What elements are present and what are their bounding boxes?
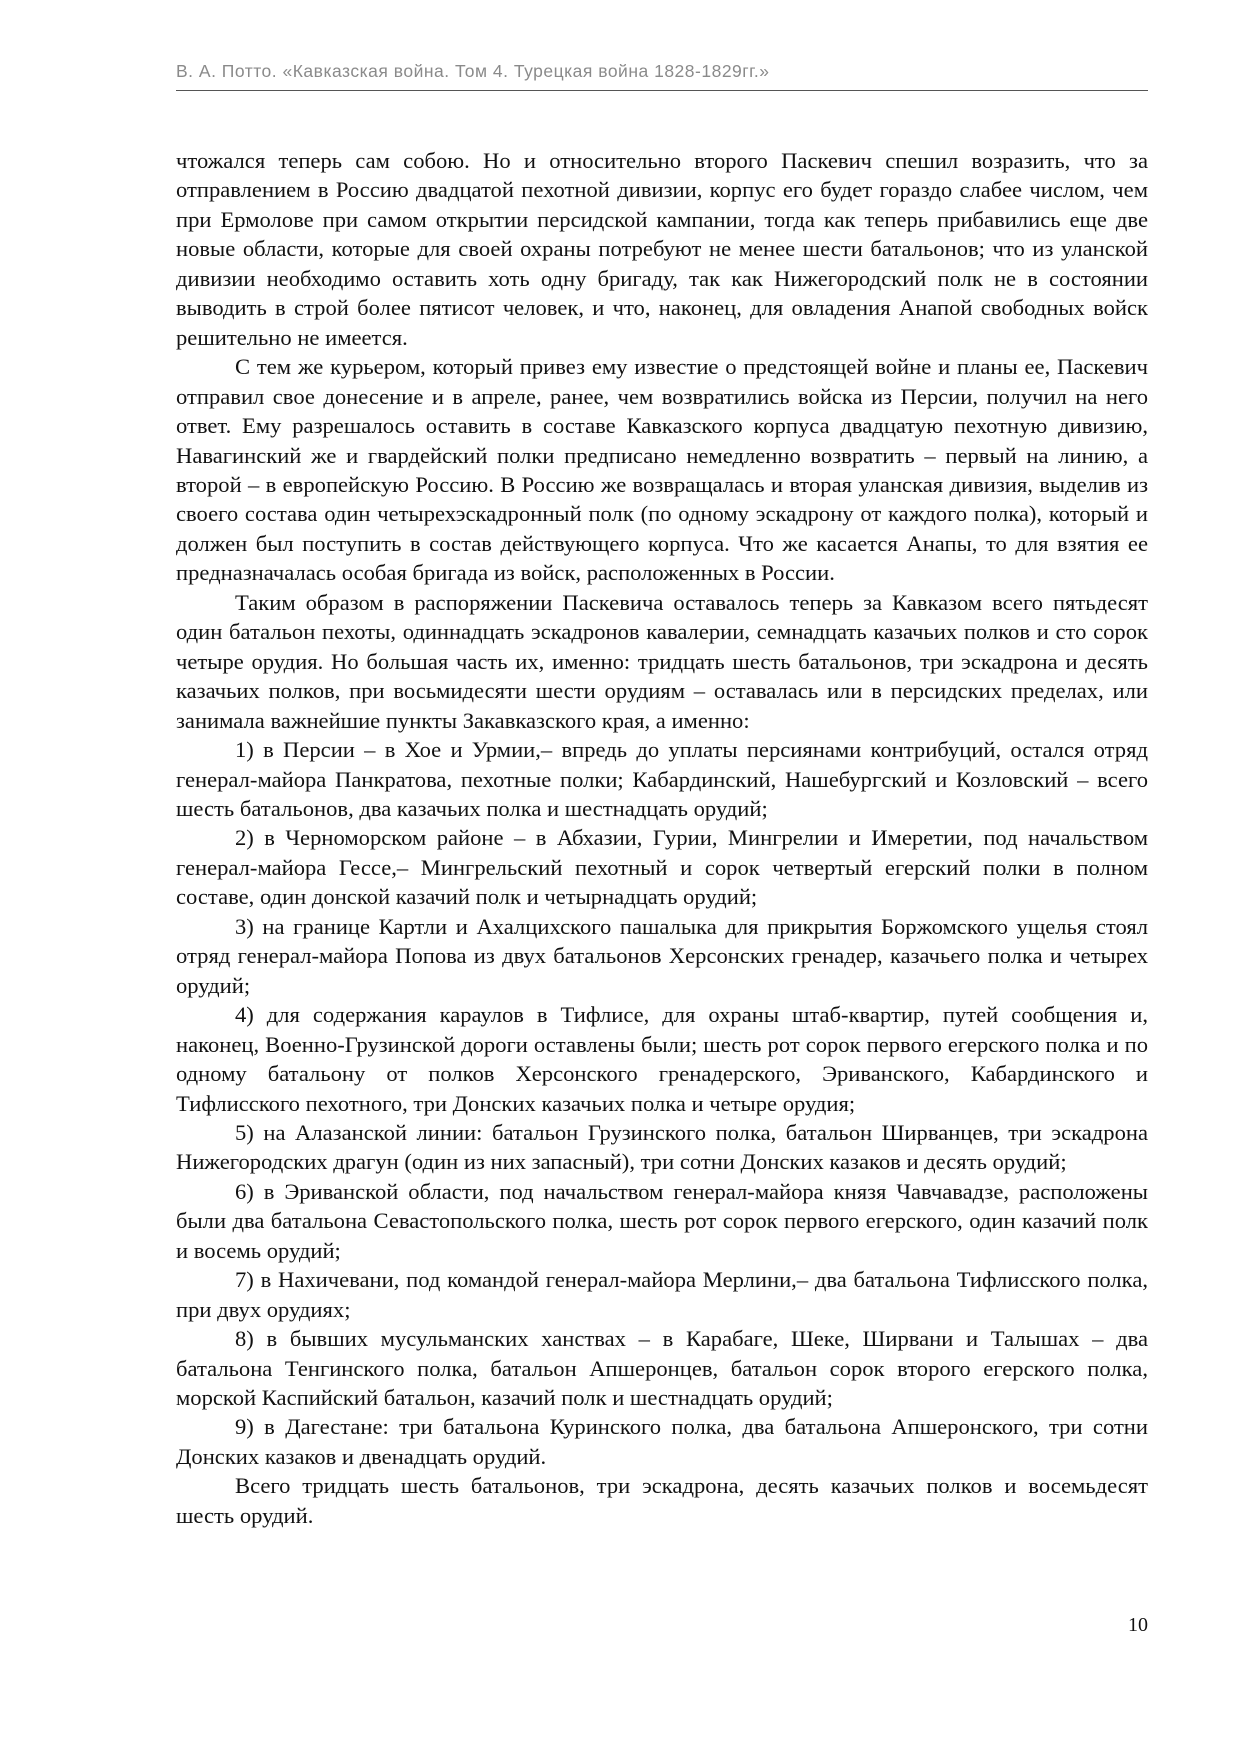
list-paragraph: 6) в Эриванской области, под начальством генерал-майора князя Чавчавадзе, расположены были два батальона Севастопольского полка, шесть рот сорок первого егерского, один казачий полк и восемь орудий; [176, 1178, 1148, 1263]
list-paragraph: 3) на границе Картли и Ахалцихского пашалыка для прикрытия Боржомского ущелья стоял отряд генерал-майора Попова из двух батальонов Херсонских гренадер, казачьего полка и четырех орудий; [176, 913, 1148, 998]
list-paragraph: 4) для содержания караулов в Тифлисе, для охраны штаб-квартир, путей сообщения и, наконец, Военно-Грузинской дороги оставлены были; шесть рот сорок первого егерского полка и по одному батальону от полков Херсонского гренадерского, Эриванского, Кабардинского и Тифлисского пехотного, три Донских казачьих полка и четыре орудия; [176, 1002, 1148, 1116]
paragraph: С тем же курьером, который привез ему известие о предстоящей войне и планы ее, Паскевич отправил свое донесение и в апреле, ранее, чем возвратились войска из Персии, получил на него ответ. Ему разрешалось оставить в составе Кавказского корпуса двадцатую пехотную дивизию, Навагинский же и гвардейский полки предписано немедленно возвратить – первый на линию, а второй – в европейскую Россию. В Россию же возвращалась и вторая уланская дивизия, выделив из своего состава один четырехэскадронный полк (по одному эскадрону от каждого полка), который и должен был поступить в состав действующего корпуса. Что же касается Анапы, то для взятия ее предназначалась особая бригада из войск, расположенных в России. [176, 354, 1148, 586]
summary-paragraph: Всего тридцать шесть батальонов, три эскадрона, десять казачьих полков и восемьдесят шесть орудий. [176, 1473, 1148, 1528]
running-title: В. А. Потто. «Кавказская война. Том 4. Турецкая война 1828-1829гг.» [176, 61, 770, 81]
running-header [176, 56, 1148, 91]
paragraph-continuation: чтожался теперь сам собою. Но и относительно второго Паскевич спешил возразить, что за отправлением в Россию двадцатой пехотной дивизии, корпус его будет гораздо слабее числом, чем при Ермолове при самом открытии персидской кампании, тогда как теперь прибавились еще две новые области, которые для своей охраны потребуют не менее шести батальонов; что из уланской дивизии необходимо оставить хоть одну бригаду, так как Нижегородский полк не в состоянии выводить в строй более пятисот человек, и что, наконец, для овладения Анапой свободных войск решительно не имеется. [176, 148, 1148, 350]
list-paragraph: 7) в Нахичевани, под командой генерал-майора Мерлини,– два батальона Тифлисского полка, при двух орудиях; [176, 1267, 1148, 1322]
list-paragraph: 2) в Черноморском районе – в Абхазии, Гурии, Мингрелии и Имеретии, под начальством генерал-майора Гессе,– Мингрельский пехотный и сорок четвертый егерский полки в полном составе, один донской казачий полк и четырнадцать орудий; [176, 825, 1148, 910]
list-paragraph: 9) в Дагестане: три батальона Куринского полка, два батальона Апшеронского, три сотни Донских казаков и двенадцать орудий. [176, 1414, 1148, 1469]
paragraph: Таким образом в распоряжении Паскевича оставалось теперь за Кавказом всего пятьдесят один батальон пехоты, одиннадцать эскадронов кавалерии, семнадцать казачьих полков и сто сорок четыре орудия. Но большая часть их, именно: тридцать шесть батальонов, три эскадрона и десять казачьих полков, при восьмидесяти шести орудиям – оставалась или в персидских пределах, или занимала важнейшие пункты Закавказского края, а именно: [176, 589, 1148, 733]
list-paragraph: 8) в бывших мусульманских ханствах – в Карабаге, Шеке, Ширвани и Талышах – два батальона Тенгинского полка, батальон Апшеронцев, батальон сорок второго егерского полка, морской Каспийский батальон, казачий полк и шестнадцать орудий; [176, 1326, 1148, 1411]
page-number: 10 [1128, 1614, 1148, 1636]
main-text [176, 146, 1148, 1530]
list-paragraph: 5) на Алазанской линии: батальон Грузинского полка, батальон Ширванцев, три эскадрона Нижегородских драгун (один из них запасный), три сотни Донских казаков и десять орудий; [176, 1119, 1148, 1175]
list-paragraph: 1) в Персии – в Хое и Урмии,– впредь до уплаты персиянами контрибуций, остался отряд генерал-майора Панкратова, пехотные полки; Кабардинский, Нашебургский и Козловский – всего шесть батальонов, два казачьих полка и шестнадцать орудий; [176, 737, 1148, 821]
